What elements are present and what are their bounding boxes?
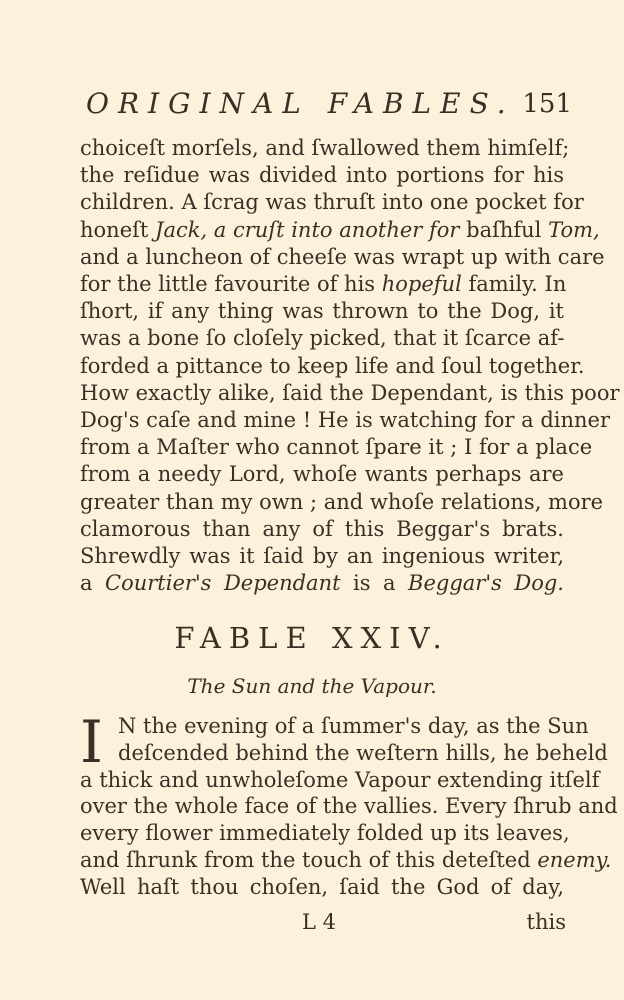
text-line: children. A ſcrag was thruſt into one pocket for [80,190,584,215]
text-line: every flower immediately folded up its leaves, [80,821,570,846]
text-line: ſhort, if any thing was thrown to the Dog, it [80,299,564,324]
text-line: greater than my own ; and whoſe relations, more [80,489,604,514]
text-line: from a needy Lord, whoſe wants perhaps are [80,462,564,487]
text-line: for the little favourite of his hopeful family. In [80,272,567,296]
text-line: deſcended behind the weſtern hills, he beheld [118,740,608,765]
fable-subtitle: The Sun and the Vapour. [187,674,437,698]
drop-cap: I [80,708,103,776]
text-line: was a bone ſo cloſely picked, that it ſcarce af- [80,326,565,351]
text-line: over the whole face of the vallies. Every ſhrub and [80,794,618,819]
fable-title: FABLE XXIV. [174,621,450,655]
text-line: from a Maſter who cannot ſpare it ; I for a place [80,435,593,460]
text-line: and ſhrunk from the touch of this deteſted enemy. [80,848,612,872]
text-line: honeſt Jack, a cruſt into another for baſhful Tom, [80,217,600,242]
page-number: 151 [522,89,572,119]
catchword: this [526,910,566,934]
text-line: How exactly alike, ſaid the Dependant, is this poor [80,380,620,405]
text-line: clamorous than any of this Beggar's brats. [80,516,564,541]
text-line: and a luncheon of cheeſe was wrapt up with care [80,244,605,269]
text-line: Shrewdly was it ſaid by an ingenious writer, [80,544,564,568]
text-line: Dog's caſe and mine ! He is watching for a dinner [80,408,611,432]
page-header [86,84,572,124]
text-line: the reſidue was divided into portions for his [80,163,564,188]
text-line: N the evening of a ſummer's day, as the Sun [118,714,589,738]
page-footer [0,905,624,939]
signature-mark: L 4 [302,910,336,934]
text-line: choiceſt morſels, and ſwallowed them himſelf; [80,136,570,160]
text-line: a thick and unwholeſome Vapour extending itſelf [80,767,600,792]
running-title: ORIGINAL FABLES. [86,87,515,120]
text-line: forded a pittance to keep life and ſoul together. [80,353,585,378]
text-line: Well haſt thou choſen, ſaid the God of day, [80,874,564,899]
text-line: a Courtier's Dependant is a Beggar's Dog. [80,571,564,596]
